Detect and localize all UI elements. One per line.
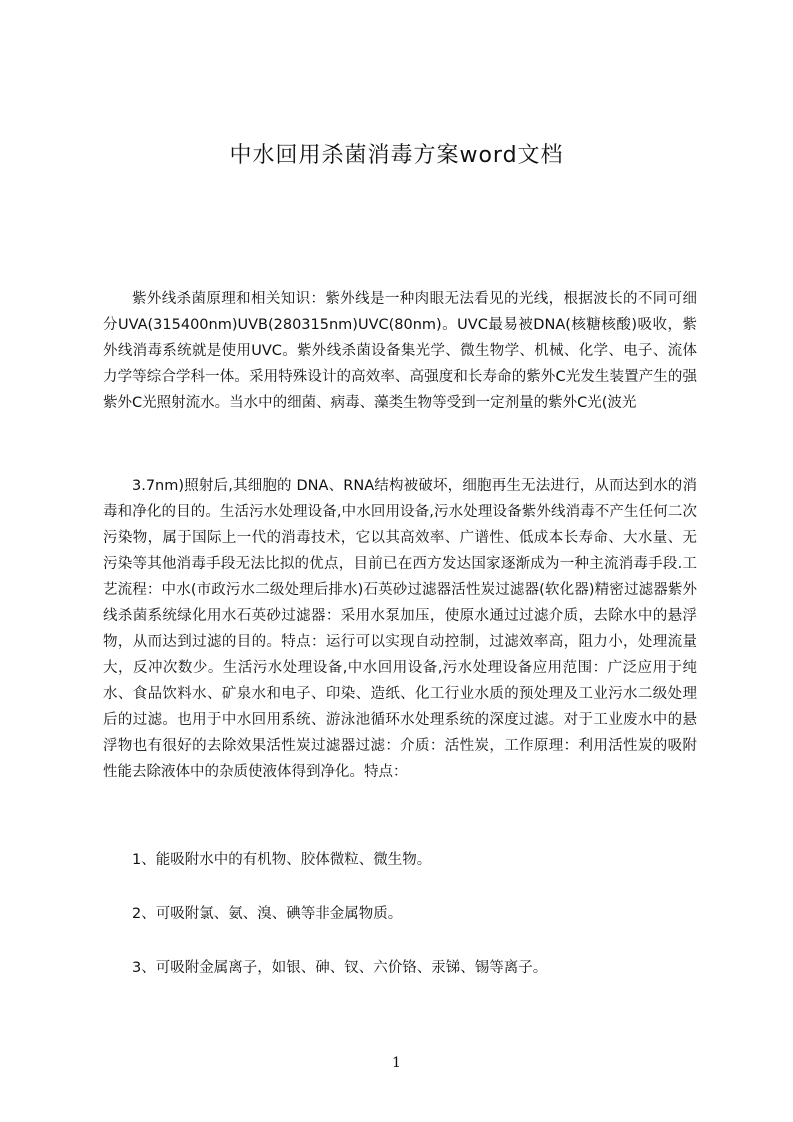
body-paragraph-uv-principle: 紫外线杀菌原理和相关知识：紫外线是一种肉眼无法看见的光线，根据波长的不同可细分UVA(315400nm)UVB(280315nm)UVC(80nm)。UVC最易被DNA(核糖核酸)吸收，紫外线消毒系统就是使用UVC。紫外线杀菌设备集光学、微生物学、机械、化学、电子、流体力学等综合学科一体。采用特殊设计的高效率、高强度和长寿命的紫外C光发生装置产生的强紫外C光照射流水。当水中的细菌、病毒、藻类生物等受到一定剂量的紫外C光(波光 — [103, 291, 697, 411]
list-item: 1、能吸附水中的有机物、胶体微粒、微生物。 — [132, 852, 432, 868]
body-paragraph-process: 3.7nm)照射后,其细胞的 DNA、RNA结构被破坏，细胞再生无法进行，从而达到水的消毒和净化的目的。生活污水处理设备,中水回用设备,污水处理设备紫外线消毒不产生任何二次污染物，属于国际上一代的消毒技术，它以其高效率、广谱性、低成本长寿命、大水量、无污染等其他消毒手段无法比拟的优点，目前已在西方发达国家逐渐成为一种主流消毒手段.工艺流程：中水(市政污水二级处理后排水)石英砂过滤器活性炭过滤器(软化器)精密过滤器紫外线杀菌系统绿化用水石英砂过滤器：采用水泵加压，使原水通过过滤介质，去除水中的悬浮物，从而达到过滤的目的。特点：运行可以实现自动控制，过滤效率高，阻力小，处理流量大，反冲次数少。生活污水处理设备,中水回用设备,污水处理设备应用范围：广泛应用于纯水、食品饮料水、矿泉水和电子、印染、造纸、化工行业水质的预处理及工业污水二级处理后的过滤。也用于中水回用系统、游泳池循环水处理系统的深度过滤。对于工业废水中的悬浮物也有很好的去除效果活性炭过滤器过滤：介质：活性炭，工作原理：利用活性炭的吸附性能去除液体中的杂质使液体得到净化。特点： — [103, 478, 697, 780]
list-item: 2、可吸附氯、氨、溴、碘等非金属物质。 — [132, 906, 403, 922]
document-title: 中水回用杀菌消毒方案word文档 — [229, 143, 564, 168]
list-item: 3、可吸附金属离子，如银、砷、钗、六价铬、汞锑、锡等离子。 — [132, 960, 548, 976]
page-number: 1 — [392, 1055, 401, 1071]
